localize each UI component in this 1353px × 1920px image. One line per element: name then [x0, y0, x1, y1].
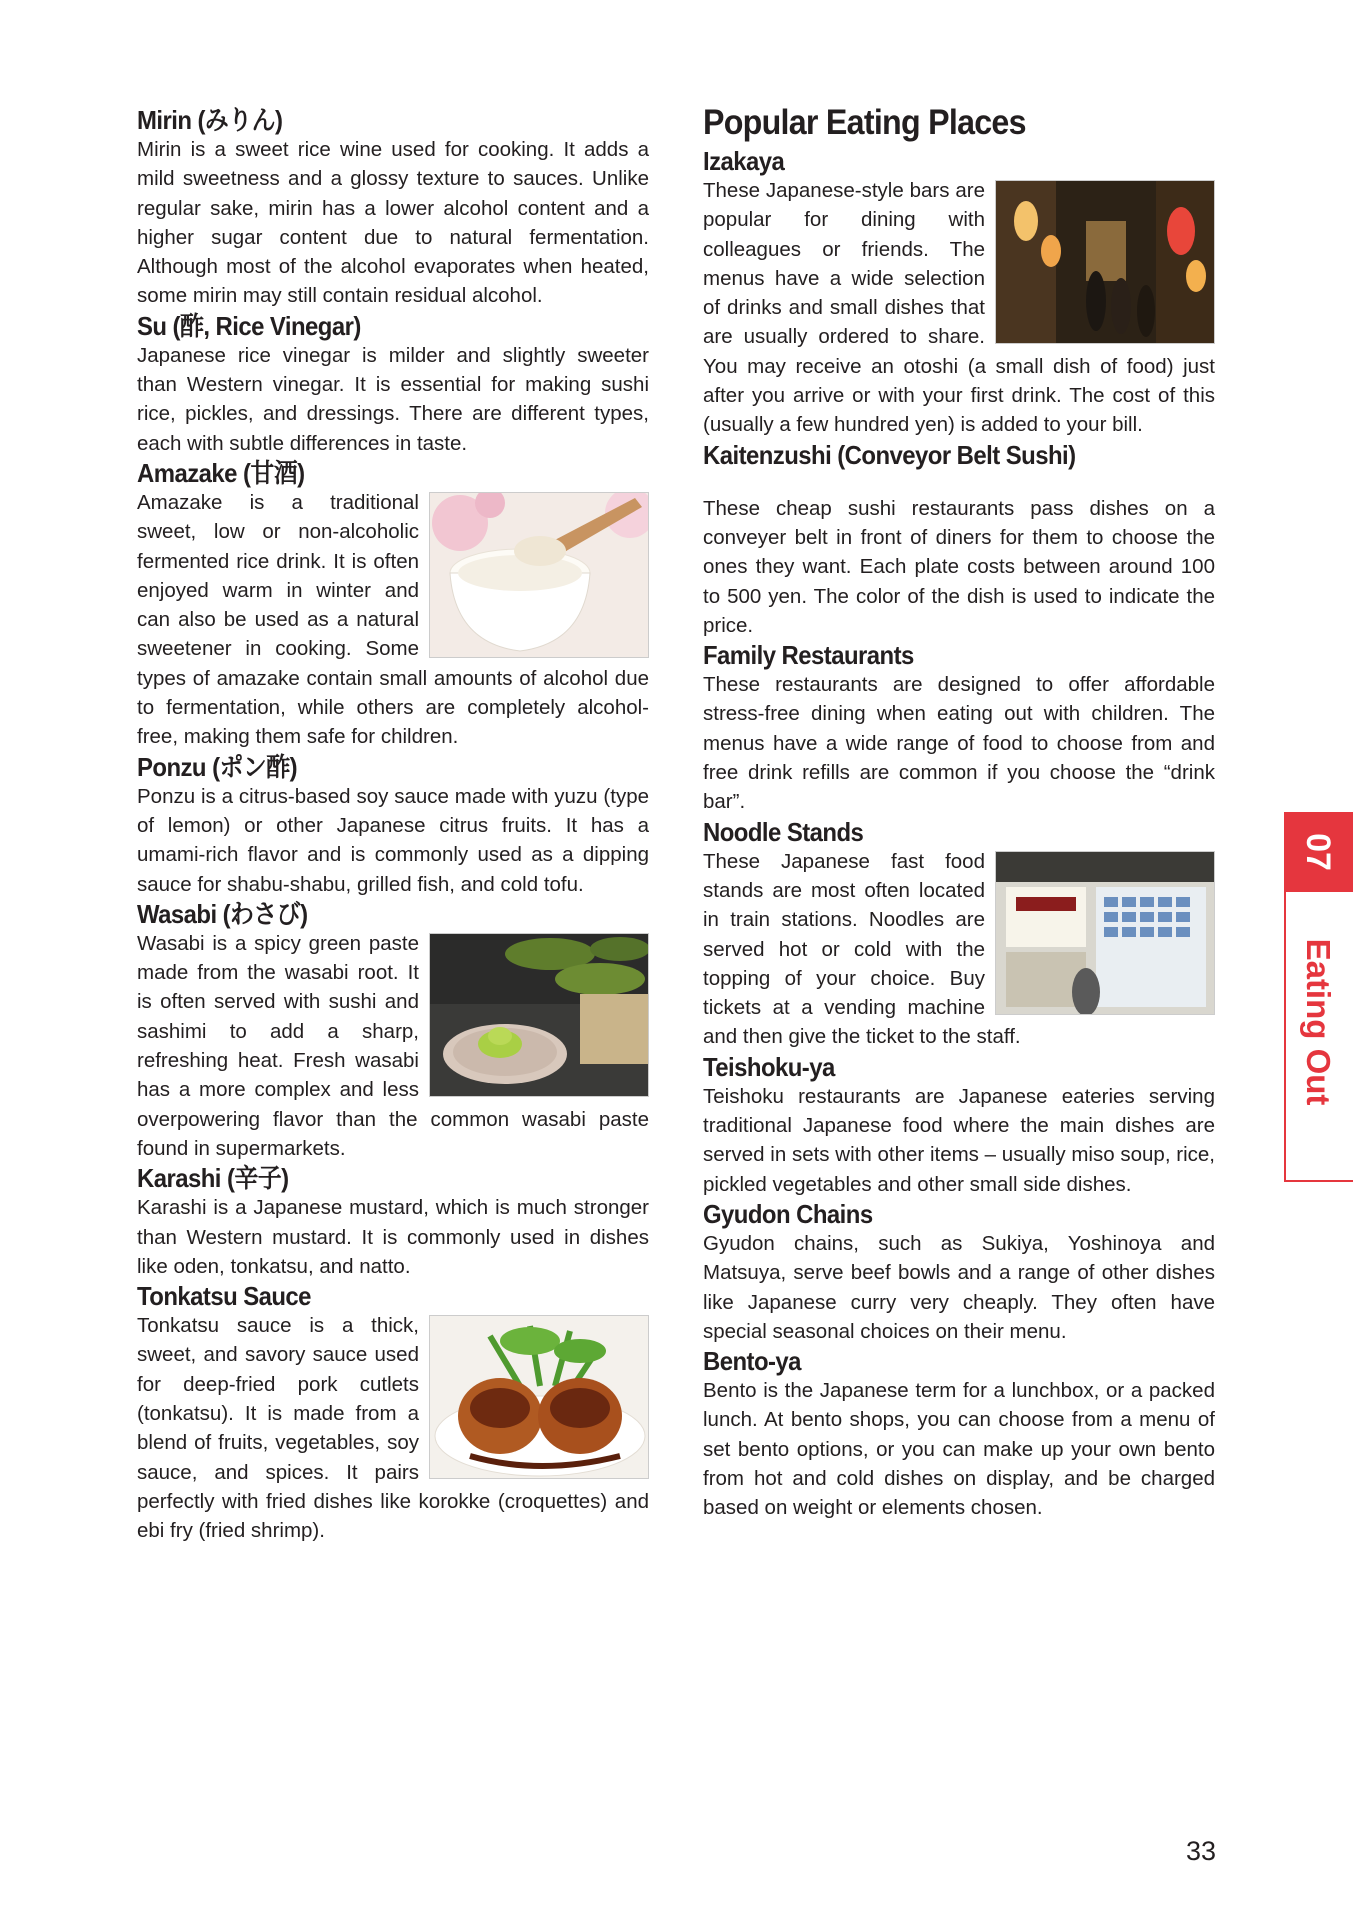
kaitenzushi-heading: Kaitenzushi (Conveyor Belt Sushi) — [703, 439, 1076, 470]
amazake-photo — [429, 492, 649, 658]
amazake-text: Amazake is a traditional sweet, low or non-alcoholic fermented rice drink. It is often enjoyed warm in winter and can also be used as a natural sweetener in cooking. Some types of amazake contain small amounts of alcohol due to fermentation, while others are completely alcohol-free, making them safe for children. — [137, 490, 649, 749]
tonkatsu-sauce-heading: Tonkatsu Sauce — [137, 1281, 311, 1312]
ponzu-text: Ponzu is a citrus-based soy sauce made with yuzu (type of lemon) or other Japanese citrus fruits. It has a umami-rich flavor and is commonly used as a dipping sauce for shabu-shabu, grilled fish, and cold tofu. — [137, 784, 649, 896]
gyudon-text: Gyudon chains, such as Sukiya, Yoshinoya and Matsuya, serve beef bowls and a range of other dishes like Japanese curry very cheaply. They often have special seasonal choices on their menu. — [703, 1231, 1215, 1343]
karashi-heading: Karashi (辛子) — [137, 1163, 289, 1194]
tab-number-box — [1284, 812, 1353, 892]
karashi-text: Karashi is a Japanese mustard, which is much stronger than Western mustard. It is commonly used in dishes like oden, tonkatsu, and natto. — [137, 1196, 649, 1278]
chapter-tab — [1284, 812, 1353, 1182]
noodle-stands-heading: Noodle Stands — [703, 816, 864, 847]
mirin-text: Mirin is a sweet rice wine used for cooking. It adds a mild sweetness and a glossy texture to sauces. Unlike regular sake, mirin has a lower alcohol content and a higher sugar content due to natural fermentation. Although most of the alcohol evaporates when heated, some mirin may still contain residual alcohol. — [137, 138, 649, 308]
wasabi-text: Wasabi is a spicy green paste made from the wasabi root. It is often served with sushi and sashimi to add a sharp, refreshing heat. Fresh wasabi has a more complex and less overpowering flavor than the common wasabi paste found in supermarkets. — [137, 931, 649, 1160]
mirin-heading: Mirin (みりん) — [137, 105, 283, 135]
bento-text: Bento is the Japanese term for a lunchbox, or a packed lunch. At bento shops, you can choose from a menu of set bento options, or you can make up your own bento from hot and cold dishes on display, and be charged based on weight or elements chosen. — [703, 1379, 1215, 1520]
tonkatsu-photo — [429, 1315, 649, 1479]
teishoku-text: Teishoku restaurants are Japanese eateries serving traditional Japanese food where the main dishes are served in sets with other items – usually miso soup, rice, pickled vegetables and other small side dishes. — [703, 1084, 1215, 1196]
izakaya-text: These Japanese-style bars are popular for dining with colleagues or friends. The menus have a wide selection of drinks and small dishes that are usually ordered to share. You may receive an otoshi (a small dish of food) just after you arrive or with your first drink. The cost of this (usually a few hundred yen) is added to your bill. — [703, 179, 1215, 437]
bento-heading: Bento-ya — [703, 1346, 801, 1377]
wasabi-heading: Wasabi (わさび) — [137, 898, 308, 929]
page-number: 33 — [1185, 1836, 1216, 1866]
gyudon-heading: Gyudon Chains — [703, 1198, 873, 1229]
family-restaurants-text: These restaurants are designed to offer affordable stress-free dining when eating out with children. The menus have a wide range of food to choose from and free drink refills are common if you choose the “drink bar”. — [703, 673, 1215, 814]
wasabi-photo — [429, 933, 649, 1097]
right-column — [703, 103, 1215, 1523]
su-heading: Su (酢, Rice Vinegar) — [137, 310, 361, 341]
chapter-label: Eating Out — [1300, 938, 1337, 1106]
left-column — [137, 105, 649, 1545]
amazake-heading: Amazake (甘酒) — [137, 457, 305, 488]
chapter-number: 07 — [1299, 833, 1337, 871]
ponzu-heading: Ponzu (ポン酢) — [137, 751, 298, 782]
noodle-stands-text: These Japanese fast food stands are most often located in train stations. Noodles are served hot or cold with the topping of your choice. Buy tickets at a vending machine and then give the ticket to the staff. — [703, 849, 1021, 1049]
tonkatsu-sauce-text: Tonkatsu sauce is a thick, sweet, and savory sauce used for deep-fried pork cutlets (tonkatsu). It is made from a blend of fruits, vegetables, soy sauce, and spices. It pairs perfectly with fried dishes like korokke (croquettes) and ebi fry (fried shrimp). — [137, 1314, 649, 1543]
su-text: Japanese rice vinegar is milder and slightly sweeter than Western vinegar. It is essential for making sushi rice, pickles, and dressings. There are different types, each with subtle differences in taste. — [137, 343, 649, 455]
kaitenzushi-text: These cheap sushi restaurants pass dishes on a conveyer belt in front of diners for them to choose the ones they want. Each plate costs between around 100 to 500 yen. The color of the dish is used to indicate the price. — [703, 496, 1215, 637]
section-title: Popular Eating Places — [703, 103, 1026, 142]
izakaya-photo — [995, 180, 1215, 344]
izakaya-heading: Izakaya — [703, 146, 785, 176]
teishoku-heading: Teishoku-ya — [703, 1051, 835, 1082]
tab-bottom-border — [1284, 1180, 1353, 1182]
noodle-stand-photo — [995, 851, 1215, 1015]
family-restaurants-heading: Family Restaurants — [703, 640, 914, 671]
